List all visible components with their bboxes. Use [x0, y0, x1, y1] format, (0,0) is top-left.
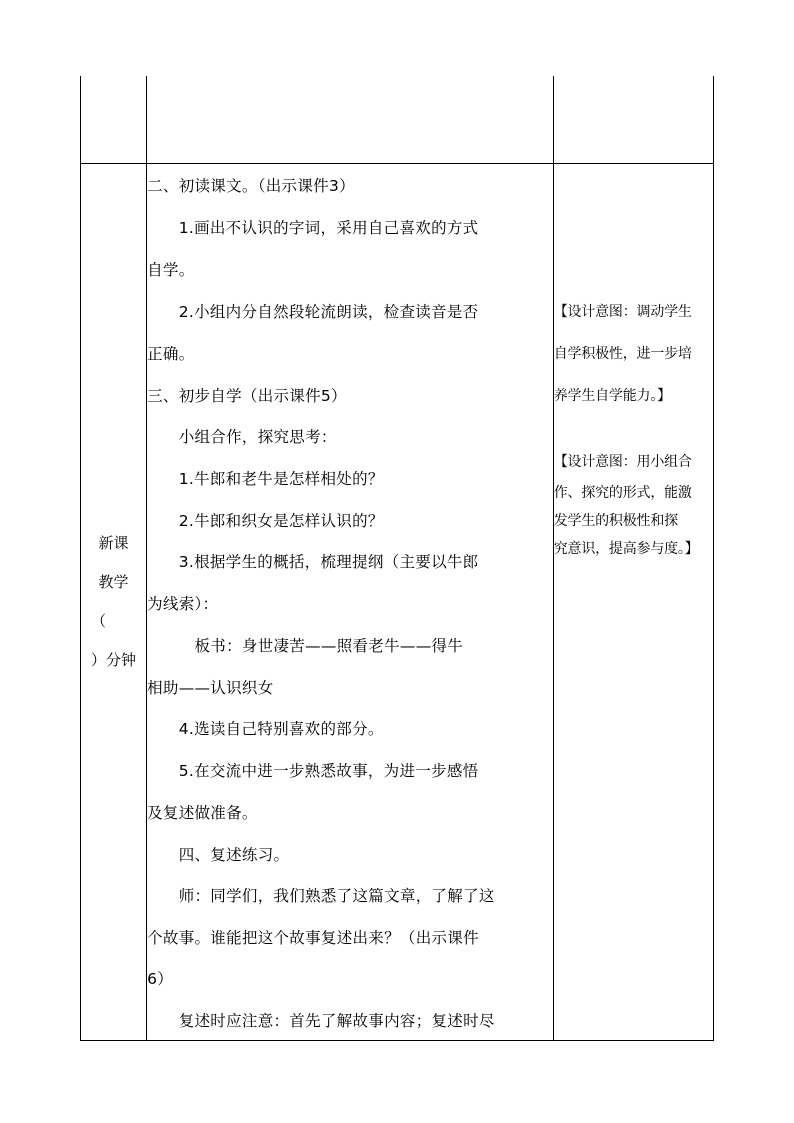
design-note-line: 【设计意图：用小组合 — [553, 454, 692, 470]
stage-label-line: 教学 — [98, 573, 129, 591]
design-note-line: 养学生自学能力。】 — [553, 388, 671, 404]
content-line: 2.小组内分自然段轮流朗读，检查读音是否 — [147, 303, 479, 321]
content-line: 正确。 — [147, 345, 195, 363]
design-note-line: 【设计意图：调动学生 — [553, 304, 692, 320]
content-line: 小组合作，探究思考： — [147, 428, 337, 446]
content-line: 2.牛郎和织女是怎样认识的？ — [147, 512, 384, 530]
content-line: 三、初步自学（出示课件5） — [147, 387, 347, 405]
content-line: 师：同学们，我们熟悉了这篇文章，了解了这 — [147, 887, 495, 905]
design-note-line: 作、探究的形式，能激 — [553, 485, 692, 501]
design-note-line: 究意识，提高参与度。】 — [553, 541, 699, 557]
content-line: 1.画出不认识的字词，采用自己喜欢的方式 — [147, 219, 479, 237]
stage-label-cell — [81, 164, 147, 1041]
stage-label-line: （ — [91, 612, 107, 630]
stage-label-line: ）分钟 — [91, 651, 137, 669]
design-note-line: 发学生的积极性和探 — [553, 513, 678, 529]
content-line: 个故事。谁能把这个故事复述出来？（出示课件 — [147, 929, 479, 947]
table-row — [81, 76, 714, 164]
content-line: 相助——认识织女 — [147, 679, 274, 697]
content-line: 四、复述练习。 — [147, 846, 290, 864]
content-cell-empty — [147, 76, 554, 164]
content-line: 4.选读自己特别喜欢的部分。 — [147, 720, 384, 738]
content-line: 复述时应注意：首先了解故事内容；复述时尽 — [147, 1012, 495, 1030]
lesson-content-cell — [147, 164, 554, 1041]
content-line: 1.牛郎和老牛是怎样相处的？ — [147, 470, 384, 488]
stage-cell-empty — [81, 76, 147, 164]
lesson-plan-table — [80, 76, 714, 1041]
design-note-line: 自学积极性，进一步培 — [553, 346, 692, 362]
content-line: 为线索）： — [147, 595, 219, 613]
content-line: 板书：身世凄苦——照看老牛——得牛 — [147, 637, 464, 655]
content-line: 自学。 — [147, 261, 195, 279]
content-line: 及复述做准备。 — [147, 804, 258, 822]
table-row — [81, 164, 714, 1041]
stage-label-line: 新课 — [98, 534, 129, 552]
content-line: 二、初读课文。（出示课件3） — [147, 177, 355, 195]
content-line: 3.根据学生的概括，梳理提纲（主要以牛郎 — [147, 553, 479, 571]
content-line: 6） — [147, 970, 174, 988]
note-cell-empty — [553, 76, 713, 164]
content-line: 5.在交流中进一步熟悉故事，为进一步感悟 — [147, 762, 479, 780]
design-intent-cell — [553, 164, 713, 1041]
